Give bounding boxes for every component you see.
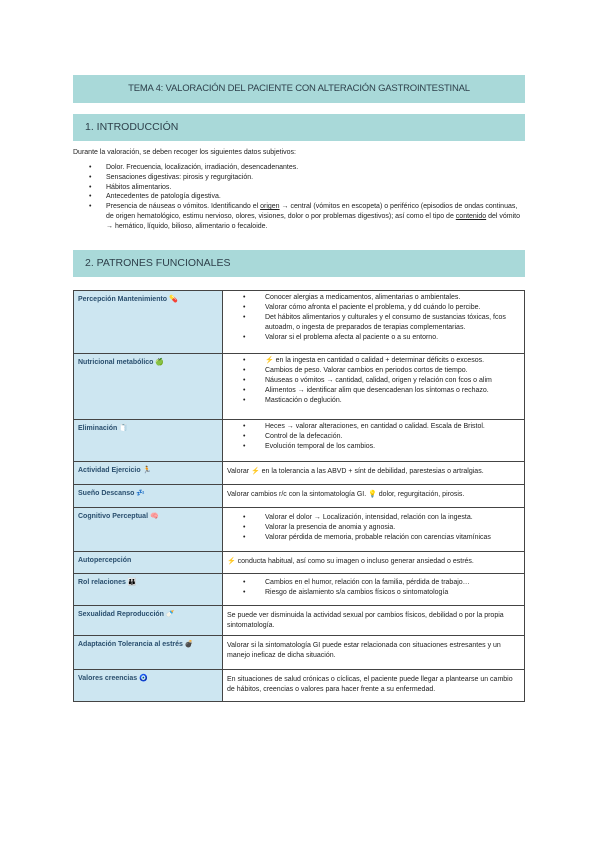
pattern-label: Actividad Ejercicio 🏃 [74,462,223,485]
intro-paragraph: Durante la valoración, se deben recoger los siguientes datos subjetivos: [73,149,296,156]
pattern-label: Cognitivo Perceptual 🧠 [74,508,223,552]
list-item: • Cambios de peso. Valorar cambios en periodos cortos de tiempo. [227,366,520,376]
table-row [74,420,525,462]
list-item: • Control de la defecación. [227,432,520,442]
document-title: TEMA 4: VALORACIÓN DEL PACIENTE CON ALTERACIÓN GASTROINTESTINAL [73,75,525,103]
pattern-label: Rol relaciones 👪 [74,574,223,606]
pattern-content: ⚡ conducta habitual, así como su imagen o incluso generar ansiedad o estrés. [223,552,525,574]
table-row [74,636,525,670]
list-item: • Náuseas o vómitos → cantidad, calidad, origen y relación con fcos o alim [227,376,520,386]
functional-patterns-table [73,290,525,702]
list-item: • Valorar el dolor → Localización, intensidad, relación con la ingesta. [227,513,520,523]
apple-icon: 🍏 [155,359,165,366]
list-item: • Antecedentes de patología digestiva. [73,192,525,202]
table-row [74,606,525,636]
pattern-label: Eliminación 🧻 [74,420,223,462]
pattern-content: En situaciones de salud crónicas o cíclicas, el paciente puede llegar a plantearse un cambio de hábitos, creencias o valores para hacer frente a su enfermedad. [223,670,525,702]
table-row [74,552,525,574]
pattern-content: Se puede ver disminuida la actividad sexual por cambios físicos, debilidad o por la propia sintomatología. [223,606,525,636]
underlined-term: contenido [455,212,487,220]
table-row [74,462,525,485]
runner-icon: 🏃 [142,467,152,474]
list-item: • Dolor. Frecuencia, localización, irradiación, desencadenantes. [73,163,525,173]
toilet-paper-icon: 🧻 [119,425,128,432]
list-item: • Presencia de náuseas o vómitos. Identificando el origen → central (vómitos en escopeta) o periférico (episodios de ondas continuas, de origen hematológico, estimu nervioso, olores, visiones, dolor o por problemas digestivos); así como el tipo de contenido del vómito → hemático, líquido, bilioso, alimentario o fecaloide. [73,202,525,231]
pattern-content [223,508,525,552]
pill-icon: 💊 [169,296,178,303]
pattern-content [223,420,525,462]
table-row [74,291,525,354]
family-icon: 👪 [127,579,137,586]
list-item: • Sensaciones digestivas: pirosis y regurgitación. [73,173,525,183]
list-item: • Valorar cómo afronta el paciente el problema, y dd cuándo lo percibe. [227,303,520,313]
pattern-label: Adaptación Tolerancia al estrés 💣 [74,636,223,670]
list-item: • Evolución temporal de los cambios. [227,442,520,452]
bomb-icon: 💣 [184,641,194,648]
brain-icon: 🧠 [149,513,159,520]
pattern-label: Autopercepción [74,552,223,574]
sleep-icon: 💤 [136,490,146,497]
pattern-label: Nutricional metabólico 🍏 [74,354,223,420]
list-item: • Valorar la presencia de anomia y agnosia. [227,523,520,533]
pattern-content: Valorar si la sintomatología GI puede estar relacionada con situaciones estresantes y un manejo ineficaz de dicha situación. [223,636,525,670]
list-item: • Masticación o deglución. [227,396,520,406]
pattern-content: Valorar cambios r/c con la sintomatología GI. 💡 dolor, regurgitación, pirosis. [223,485,525,508]
subjective-data-list [73,163,525,232]
table-row [74,485,525,508]
pattern-label: Sueño Descanso 💤 [74,485,223,508]
section-heading-patrones: 2. PATRONES FUNCIONALES [73,250,525,277]
list-item: • ⚡ en la ingesta en cantidad o calidad + determinar déficits o excesos. [227,356,520,366]
list-item: • Riesgo de aislamiento s/a cambios físicos o sintomatología [227,588,520,598]
baby-bottle-icon: 🍼 [165,611,175,618]
list-item: • Hábitos alimentarios. [73,183,525,193]
list-item: • Valorar pérdida de memoria, probable relación con carencias vitamínicas [227,533,520,543]
pattern-content [223,354,525,420]
table-row [74,508,525,552]
pattern-content [223,291,525,354]
table-row [74,354,525,420]
pattern-label: Sexualidad Reproducción 🍼 [74,606,223,636]
underlined-term: origen [260,203,280,211]
list-item: • Heces → valorar alteraciones, en cantidad o calidad. Escala de Bristol. [227,422,520,432]
list-item: • Valorar si el problema afecta al paciente o a su entorno. [227,333,520,343]
list-item: • Conocer alergias a medicamentos, alimentarias o ambientales. [227,293,520,303]
table-row [74,670,525,702]
pattern-content [223,574,525,606]
table-row [74,574,525,606]
section-heading-introduccion: 1. INTRODUCCIÓN [73,114,525,141]
list-item: • Cambios en el humor, relación con la familia, pérdida de trabajo… [227,578,520,588]
pattern-content: Valorar ⚡ en la tolerancia a las ABVD + sínt de debilidad, parestesias o artralgias. [223,462,525,485]
list-item: • Det hábitos alimentarios y culturales y el consumo de sustancias tóxicas, fcos autoadm, o ingesta de preparados de terapias complementarias. [227,313,520,333]
list-item: • Alimentos → identificar alim que desencadenan los síntomas o rechazo. [227,386,520,396]
nazar-icon: 🧿 [139,675,148,682]
pattern-label: Percepción Mantenimiento 💊 [74,291,223,354]
pattern-label: Valores creencias 🧿 [74,670,223,702]
